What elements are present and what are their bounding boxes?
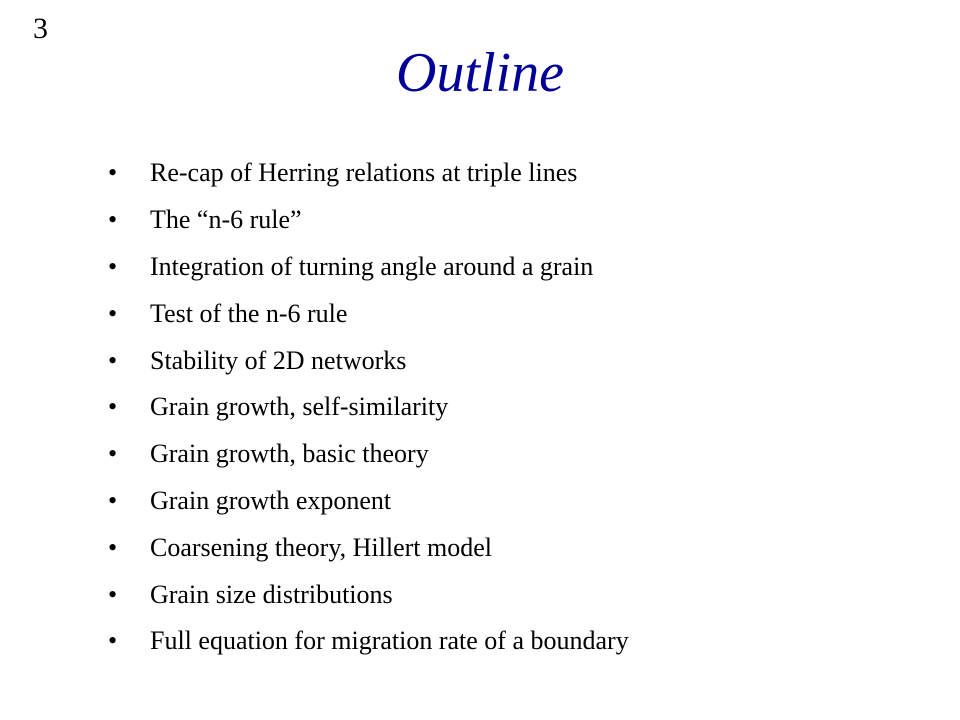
bullet-icon: • [108, 205, 118, 235]
list-item [108, 431, 629, 478]
bullet-icon: • [108, 439, 118, 469]
outline-list [108, 150, 629, 665]
list-item [108, 150, 629, 197]
list-item [108, 384, 629, 431]
bullet-icon: • [108, 392, 118, 422]
list-item [108, 524, 629, 571]
list-item [108, 337, 629, 384]
list-item-text: Grain size distributions [150, 579, 393, 609]
bullet-icon: • [108, 298, 118, 328]
bullet-icon: • [108, 251, 118, 281]
bullet-icon: • [108, 485, 118, 515]
list-item-text: Re-cap of Herring relations at triple lines [150, 158, 578, 188]
list-item-text: Coarsening theory, Hillert model [150, 532, 493, 562]
bullet-icon: • [108, 345, 118, 375]
list-item-text: Grain growth, self-similarity [150, 392, 449, 422]
list-item-text: The “n-6 rule” [150, 205, 302, 235]
list-item [108, 244, 629, 291]
list-item-text: Stability of 2D networks [150, 345, 407, 375]
list-item-text: Integration of turning angle around a grain [150, 251, 594, 281]
list-item [108, 478, 629, 525]
slide-title: Outline [396, 42, 564, 104]
list-item-text: Test of the n-6 rule [150, 298, 348, 328]
slide-number: 3 [33, 12, 48, 45]
list-item [108, 618, 629, 665]
list-item [108, 197, 629, 244]
bullet-icon: • [108, 626, 118, 656]
list-item [108, 571, 629, 618]
list-item-text: Full equation for migration rate of a boundary [150, 626, 629, 656]
bullet-icon: • [108, 532, 118, 562]
list-item-text: Grain growth, basic theory [150, 439, 429, 469]
list-item [108, 290, 629, 337]
bullet-icon: • [108, 158, 118, 188]
bullet-icon: • [108, 579, 118, 609]
list-item-text: Grain growth exponent [150, 485, 392, 515]
